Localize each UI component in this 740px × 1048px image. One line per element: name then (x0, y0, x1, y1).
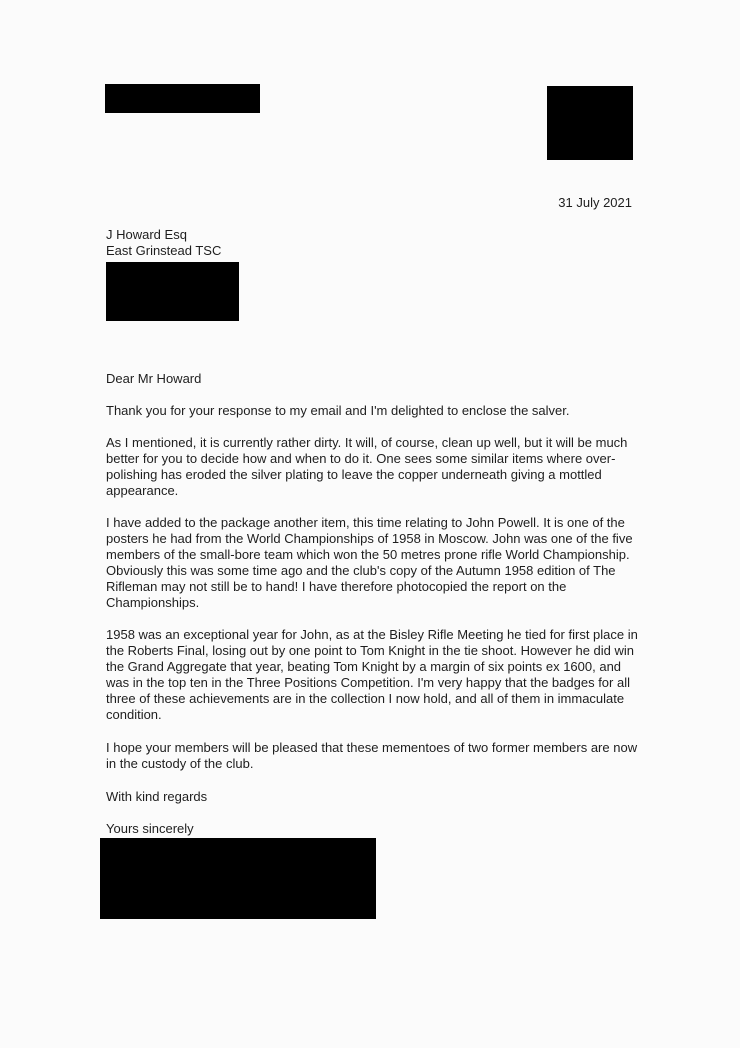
text-line: the Grand Aggregate that year, beating Tom Knight by a margin of six points ex 1600, and (106, 659, 622, 675)
paragraph-1 (106, 403, 570, 419)
text-line: Rifleman may not still be to hand! I have therefore photocopied the report on the (106, 579, 567, 595)
recipient-address (106, 227, 221, 259)
text-line: the Roberts Final, losing out by one point to Tom Knight in the tie shoot. However he did win (106, 643, 635, 659)
paragraph-5 (106, 740, 637, 772)
paragraph-3 (106, 515, 633, 612)
text-line: condition. (106, 707, 162, 723)
regards: With kind regards (106, 789, 208, 804)
paragraph-4 (106, 627, 638, 724)
redacted-signature (100, 838, 376, 919)
redacted-sender-name (105, 84, 260, 113)
recipient-name: J Howard Esq (106, 227, 187, 242)
paragraph-2 (106, 435, 627, 499)
text-line: Championships. (106, 595, 200, 611)
letter-date: 31 July 2021 (558, 195, 632, 210)
text-line: Obviously this was some time ago and the club's copy of the Autumn 1958 edition of The (106, 563, 616, 579)
text-line: polishing has eroded the silver plating to leave the copper underneath giving a mottled (106, 467, 602, 483)
text-line: was in the top ten in the Three Positions Competition. I'm very happy that the badges for all (106, 675, 630, 691)
redacted-logo (547, 86, 633, 160)
redacted-address (106, 262, 239, 321)
salutation: Dear Mr Howard (106, 371, 202, 386)
text-line: in the custody of the club. (106, 756, 254, 772)
text-line: 1958 was an exceptional year for John, as at the Bisley Rifle Meeting he tied for first place in (106, 627, 638, 642)
text-line: I have added to the package another item, this time relating to John Powell. It is one of the (106, 515, 625, 530)
closing: Yours sincerely (106, 821, 194, 836)
text-line: better for you to decide how and when to do it. One sees some similar items where over- (106, 451, 616, 467)
text-line: Thank you for your response to my email and I'm delighted to enclose the salver. (106, 403, 570, 418)
text-line: members of the small-bore team which won the 50 metres prone rifle World Championship. (106, 547, 630, 563)
text-line: appearance. (106, 483, 179, 499)
recipient-org: East Grinstead TSC (106, 243, 222, 259)
text-line: posters he had from the World Championships of 1958 in Moscow. John was one of the five (106, 531, 633, 547)
text-line: I hope your members will be pleased that these mementoes of two former members are now (106, 740, 638, 755)
text-line: three of these achievements are in the collection I now hold, and all of them in immaculate (106, 691, 625, 707)
text-line: As I mentioned, it is currently rather dirty. It will, of course, clean up well, but it will be much (106, 435, 628, 450)
